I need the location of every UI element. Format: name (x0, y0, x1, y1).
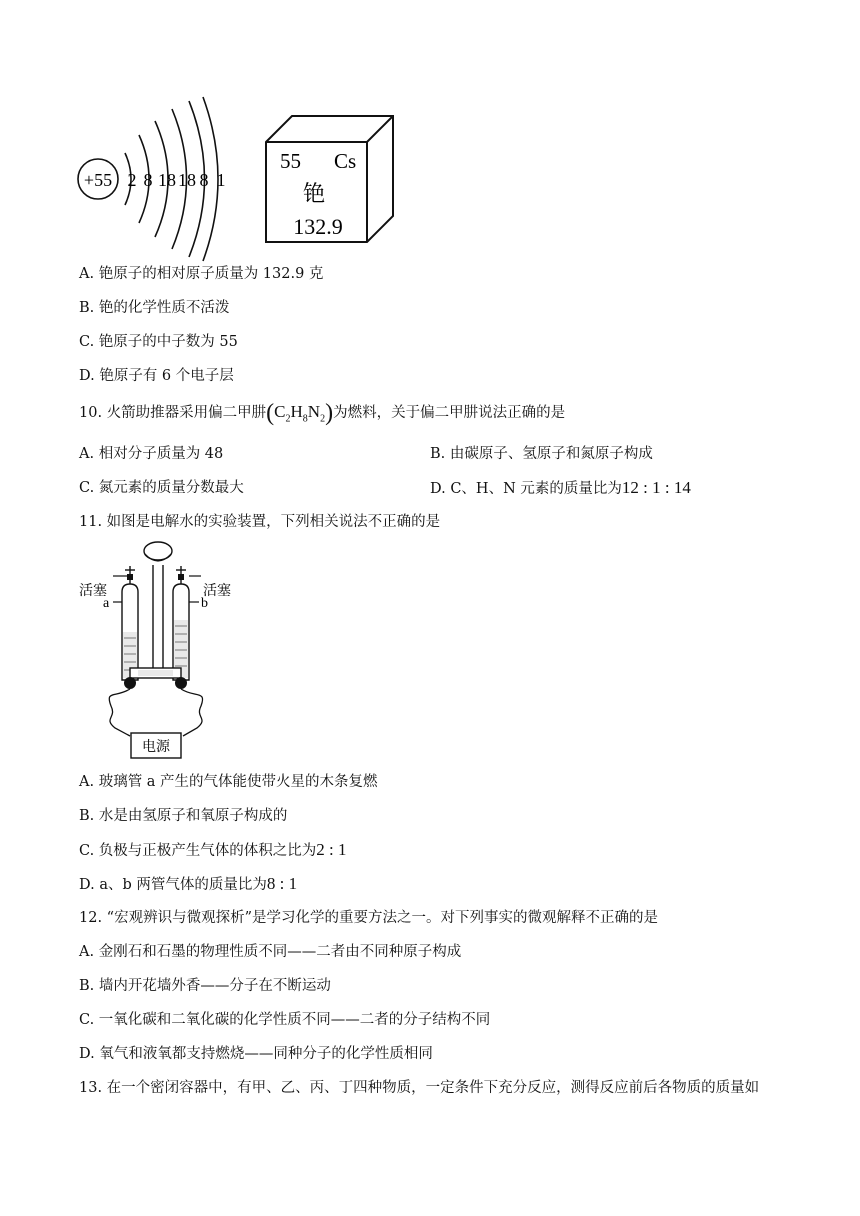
q12-stem: 12. “宏观辨识与微观探析”是学习化学的重要方法之一。对下列事实的微观解释不正确的是 (79, 910, 658, 926)
formula-open-paren: ( (266, 400, 275, 426)
q9-option-d: D. 铯原子有 6 个电子层 (79, 368, 234, 384)
element-card (262, 112, 397, 244)
q10-option-c: C. 氮元素的质量分数最大 (79, 480, 244, 496)
q11-option-b: B. 水是由氢原子和氧原子构成的 (79, 808, 288, 824)
q11-option-c-text: C. 负极与正极产生气体的体积之比为 (79, 843, 317, 859)
q10-stem-prefix: 10. 火箭助推器采用偏二甲肼 (79, 405, 267, 421)
atomic-structure-svg (75, 95, 235, 265)
q9-option-b: B. 铯的化学性质不活泼 (79, 300, 230, 316)
shell-electrons-1: 2 (127, 170, 137, 190)
q11-option-d (79, 874, 297, 895)
shell-electrons-4: 18 (178, 170, 196, 190)
q9-option-c: C. 铯原子的中子数为 55 (79, 334, 238, 350)
element-symbol: Cs (334, 149, 357, 173)
q10-stem (79, 402, 565, 429)
q12-option-d: D. 氧气和液氧都支持燃烧——同种分子的化学性质相同 (79, 1046, 433, 1062)
tube-a-label: a (103, 596, 110, 611)
q12-option-c: C. 一氧化碳和二氧化碳的化学性质不同——二者的分子结构不同 (79, 1012, 491, 1028)
q12-option-a: A. 金刚石和石墨的物理性质不同——二者由不同种原子构成 (79, 944, 462, 960)
tube-b-label: b (201, 596, 208, 611)
q11-option-d-text: D. a、b 两管气体的质量比为 (79, 877, 267, 893)
left-valve-label: 活塞 (79, 583, 107, 599)
electrolysis-apparatus (75, 540, 245, 762)
shell-electrons-5: 8 (199, 170, 209, 190)
atomic-structure-diagram (75, 95, 235, 265)
q11-stem: 11. 如图是电解水的实验装置，下列相关说法不正确的是 (79, 514, 441, 530)
q10-stem-suffix: 为燃料，关于偏二甲肼说法正确的是 (333, 405, 566, 421)
power-source-label: 电源 (142, 739, 170, 755)
q12-option-b: B. 墙内开花墙外香——分子在不断运动 (79, 978, 331, 994)
q10-option-b: B. 由碳原子、氢原子和氮原子构成 (430, 446, 653, 462)
shell-electrons-6: 1 (216, 170, 226, 190)
element-mass: 132.9 (293, 214, 343, 239)
q9-option-a: A. 铯原子的相对原子质量为 132.9 克 (79, 266, 324, 282)
q11-option-a: A. 玻璃管 a 产生的气体能使带火星的木条复燃 (79, 774, 378, 790)
right-valve-label: 活塞 (203, 583, 231, 599)
q11-volume-ratio: 2 : 1 (316, 840, 347, 859)
shell-electrons-2: 8 (143, 170, 153, 190)
element-number: 55 (280, 149, 301, 173)
q10-option-a: A. 相对分子质量为 48 (79, 446, 224, 462)
q10-option-d (430, 478, 691, 499)
element-name: 铯 (302, 182, 326, 207)
nucleus-charge: +55 (83, 170, 113, 190)
electrolysis-svg (75, 540, 245, 762)
shell-electrons-3: 18 (158, 170, 176, 190)
q10-mass-ratio: 12 : 1 : 14 (621, 478, 691, 497)
q13-stem: 13. 在一个密闭容器中，有甲、乙、丙、丁四种物质，一定条件下充分反应，测得反应前后各物质的质量如 (79, 1080, 760, 1096)
q10-option-d-text: D. C、H、N 元素的质量比为 (430, 481, 622, 497)
q11-option-c (79, 840, 347, 861)
element-card-svg (262, 112, 397, 244)
q11-mass-ratio: 8 : 1 (266, 874, 298, 893)
q10-formula: $C_2H_8N_2$ (274, 402, 326, 425)
formula-close-paren: ) (325, 400, 334, 426)
